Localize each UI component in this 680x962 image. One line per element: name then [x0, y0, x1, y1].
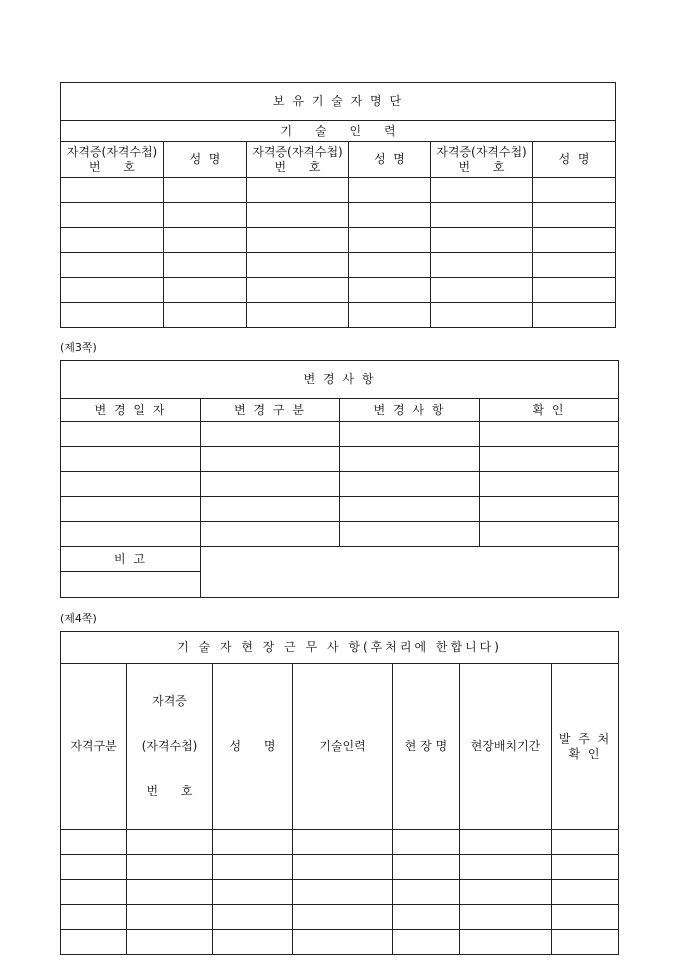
table-cell[interactable] — [201, 497, 340, 522]
table-row — [61, 447, 619, 472]
site-duty-table — [60, 631, 619, 955]
table-cell[interactable] — [201, 472, 340, 497]
table-cell[interactable] — [61, 855, 127, 880]
table-cell[interactable] — [533, 278, 616, 303]
table-cell[interactable] — [247, 178, 349, 203]
site-duty-title: 기 술 자 현 장 근 무 사 항(후처리에 한합니다) — [61, 632, 619, 664]
table-cell[interactable] — [213, 880, 293, 905]
table-row — [61, 880, 619, 905]
table-cell[interactable] — [480, 447, 619, 472]
table-cell[interactable] — [201, 422, 340, 447]
table-cell[interactable] — [61, 203, 164, 228]
table-cell[interactable] — [460, 930, 552, 955]
table-cell[interactable] — [61, 880, 127, 905]
table-cell[interactable] — [213, 830, 293, 855]
table-cell[interactable] — [127, 880, 213, 905]
table-cell[interactable] — [61, 905, 127, 930]
table-cell[interactable] — [431, 178, 533, 203]
roster-title: 보 유 기 술 자 명 단 — [61, 83, 616, 121]
table-cell[interactable] — [460, 830, 552, 855]
table-cell[interactable] — [164, 203, 247, 228]
table-cell[interactable] — [340, 497, 480, 522]
changes-table — [60, 360, 619, 598]
change-details-header: 변 경 사 항 — [340, 399, 480, 422]
table-row — [61, 930, 619, 955]
change-type-header: 변 경 구 분 — [201, 399, 340, 422]
table-cell[interactable] — [164, 228, 247, 253]
table-cell[interactable] — [552, 905, 619, 930]
table-row — [61, 522, 619, 547]
table-cell[interactable] — [480, 497, 619, 522]
table-row — [61, 830, 619, 855]
table-cell[interactable] — [552, 930, 619, 955]
table-cell[interactable] — [293, 930, 393, 955]
table-cell[interactable] — [61, 472, 201, 497]
table-cell[interactable] — [431, 278, 533, 303]
table-cell[interactable] — [164, 278, 247, 303]
table-cell[interactable] — [393, 830, 460, 855]
table-cell[interactable] — [164, 253, 247, 278]
table-cell[interactable] — [164, 178, 247, 203]
table-cell[interactable] — [340, 422, 480, 447]
table-row — [61, 228, 616, 253]
remarks-field[interactable] — [201, 547, 619, 598]
change-date-header: 변 경 일 자 — [61, 399, 201, 422]
table-row — [61, 178, 616, 203]
table-cell[interactable] — [61, 228, 164, 253]
table-row — [61, 253, 616, 278]
table-cell[interactable] — [340, 472, 480, 497]
table-cell[interactable] — [247, 303, 349, 328]
remarks-blank[interactable] — [61, 572, 201, 598]
name-header: 성 명 — [349, 142, 431, 178]
table-cell[interactable] — [293, 880, 393, 905]
qualification-type-header: 자격구분 — [61, 664, 127, 830]
table-cell[interactable] — [393, 905, 460, 930]
table-cell[interactable] — [127, 830, 213, 855]
table-cell[interactable] — [61, 930, 127, 955]
table-cell[interactable] — [61, 278, 164, 303]
page-number-4: (제4쪽) — [60, 612, 97, 625]
table-cell[interactable] — [213, 930, 293, 955]
table-cell[interactable] — [533, 203, 616, 228]
table-cell[interactable] — [213, 905, 293, 930]
table-cell[interactable] — [61, 497, 201, 522]
table-cell[interactable] — [533, 228, 616, 253]
site-assignment-period-header: 현장배치기간 — [460, 664, 552, 830]
table-cell[interactable] — [247, 228, 349, 253]
table-cell[interactable] — [340, 522, 480, 547]
table-cell[interactable] — [293, 855, 393, 880]
table-cell[interactable] — [431, 228, 533, 253]
table-cell[interactable] — [61, 178, 164, 203]
table-cell[interactable] — [293, 830, 393, 855]
table-row — [61, 203, 616, 228]
name-header: 성 명 — [533, 142, 616, 178]
table-cell[interactable] — [201, 447, 340, 472]
table-cell[interactable] — [61, 830, 127, 855]
table-cell[interactable] — [533, 253, 616, 278]
table-cell[interactable] — [431, 203, 533, 228]
table-cell[interactable] — [460, 880, 552, 905]
table-cell[interactable] — [213, 855, 293, 880]
confirmation-header: 확 인 — [480, 399, 619, 422]
license-number-header: 자격증 (자격수첩) 번 호 — [127, 664, 213, 830]
table-cell[interactable] — [164, 303, 247, 328]
license-number-header: 자격증(자격수첩) 번 호 — [247, 142, 349, 178]
license-number-header: 자격증(자격수첩) 번 호 — [431, 142, 533, 178]
name-header: 성 명 — [164, 142, 247, 178]
remarks-label: 비 고 — [61, 547, 201, 572]
table-cell[interactable] — [349, 228, 431, 253]
table-row — [61, 497, 619, 522]
table-cell[interactable] — [247, 203, 349, 228]
table-row — [61, 855, 619, 880]
table-cell[interactable] — [349, 178, 431, 203]
table-row — [61, 303, 616, 328]
name-header: 성 명 — [213, 664, 293, 830]
table-cell[interactable] — [460, 905, 552, 930]
table-cell[interactable] — [533, 303, 616, 328]
table-cell[interactable] — [127, 930, 213, 955]
table-cell[interactable] — [127, 905, 213, 930]
table-cell[interactable] — [552, 855, 619, 880]
table-cell[interactable] — [431, 253, 533, 278]
page-number-3: (제3쪽) — [60, 341, 97, 354]
table-cell[interactable] — [393, 880, 460, 905]
table-row — [61, 472, 619, 497]
client-confirmation-header: 발 주 처 확 인 — [552, 664, 619, 830]
table-cell[interactable] — [480, 522, 619, 547]
table-cell[interactable] — [431, 303, 533, 328]
table-cell[interactable] — [349, 278, 431, 303]
table-cell[interactable] — [293, 905, 393, 930]
table-cell[interactable] — [480, 422, 619, 447]
table-cell[interactable] — [61, 447, 201, 472]
changes-title: 변 경 사 항 — [61, 361, 619, 399]
table-cell[interactable] — [393, 930, 460, 955]
table-cell[interactable] — [552, 880, 619, 905]
table-cell[interactable] — [480, 472, 619, 497]
table-cell[interactable] — [247, 278, 349, 303]
table-cell[interactable] — [61, 303, 164, 328]
table-cell[interactable] — [349, 303, 431, 328]
license-number-header: 자격증(자격수첩) 번 호 — [61, 142, 164, 178]
table-row — [61, 905, 619, 930]
table-row — [61, 278, 616, 303]
table-cell[interactable] — [460, 855, 552, 880]
table-cell[interactable] — [61, 522, 201, 547]
site-name-header: 현 장 명 — [393, 664, 460, 830]
table-cell[interactable] — [61, 253, 164, 278]
technician-roster-table — [60, 82, 616, 328]
table-cell[interactable] — [349, 253, 431, 278]
table-cell[interactable] — [393, 855, 460, 880]
table-cell[interactable] — [201, 522, 340, 547]
table-cell[interactable] — [340, 447, 480, 472]
table-cell[interactable] — [552, 830, 619, 855]
technical-staff-heading: 기 술 인 력 — [61, 121, 616, 142]
table-row — [61, 422, 619, 447]
table-cell[interactable] — [61, 422, 201, 447]
technical-staff-header: 기술인력 — [293, 664, 393, 830]
table-cell[interactable] — [349, 203, 431, 228]
table-cell[interactable] — [533, 178, 616, 203]
table-cell[interactable] — [127, 855, 213, 880]
table-cell[interactable] — [247, 253, 349, 278]
